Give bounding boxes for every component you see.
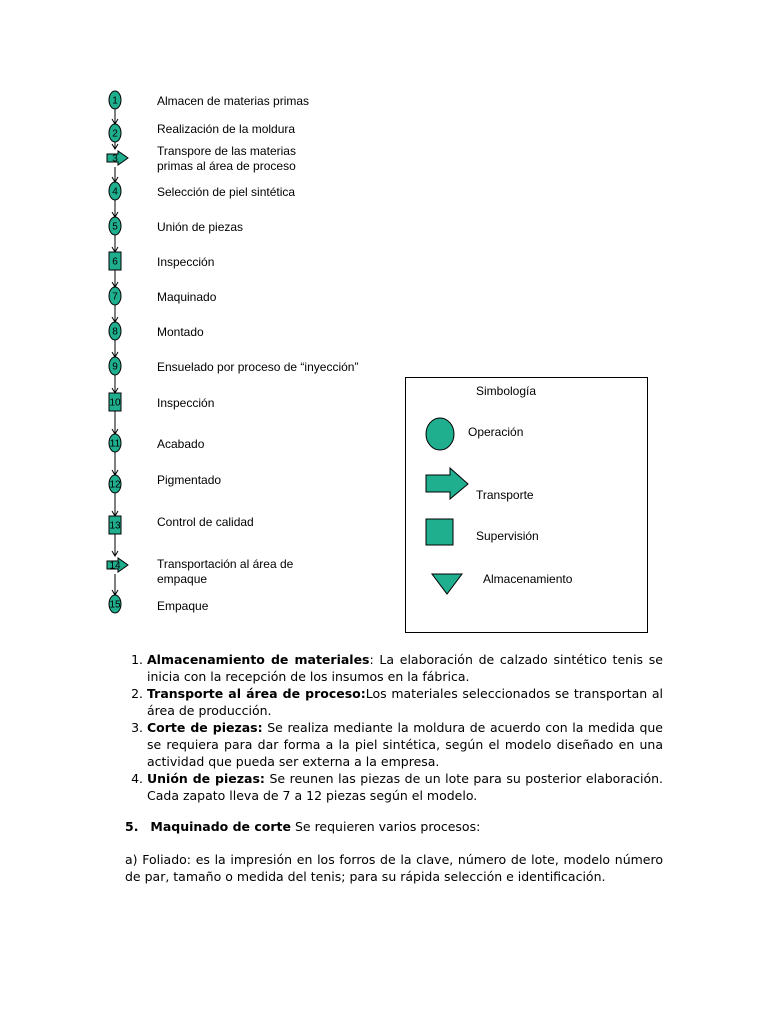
step-number: 3	[112, 153, 118, 165]
step-label: Maquinado	[157, 290, 217, 304]
legend-storage-label: Almacenamiento	[483, 572, 573, 586]
inspection-symbol-icon	[426, 519, 453, 545]
doc-item-3: 3. Corte de piezas: Se realiza mediante la moldura de acuerdo con la medida que se requiera para dar forma a la piel sintética, según el modelo diseñado en una actividad que pueda ser externa a la empresa.	[147, 719, 663, 770]
process-description	[125, 651, 663, 885]
step-label: Almacen de materias primas	[157, 94, 310, 108]
step-number: 1	[112, 95, 118, 107]
storage-symbol-icon	[432, 574, 462, 594]
step-number: 10	[109, 397, 121, 409]
legend-inspection-label: Supervisión	[476, 529, 539, 543]
step-label: Ensuelado por proceso de “inyección”	[157, 360, 359, 374]
step-label: Inspección	[157, 396, 215, 410]
doc-item-1: 1. Almacenamiento de materiales: La elaboración de calzado sintético tenis se inicia con la recepción de los insumos en la fábrica.	[147, 651, 663, 685]
step-label: Unión de piezas	[157, 220, 244, 234]
step-number: 14	[109, 560, 121, 572]
legend-transport-label: Transporte	[476, 488, 534, 502]
doc-paragraph-foliado: a) Foliado: es la impresión en los forros de la clave, número de lote, modelo número de par, tamaño o medida del tenis; para su rápida selección e identificación.	[125, 852, 663, 884]
step-label: Transportación al área de empaque	[157, 557, 294, 586]
step-label: Transpore de las materias primas al área de proceso	[157, 144, 296, 173]
step-number: 2	[112, 128, 118, 140]
legend-title: Simbología	[476, 384, 537, 398]
operation-symbol-icon	[426, 418, 454, 450]
step-label: Selección de piel sintética	[157, 185, 296, 199]
step-label: Montado	[157, 325, 204, 339]
legend-operation-label: Operación	[468, 425, 524, 439]
step-label: Empaque	[157, 599, 209, 613]
step-number: 8	[112, 326, 118, 338]
step-label: Pigmentado	[157, 473, 222, 487]
step-number: 9	[112, 361, 118, 373]
doc-item-2: 2. Transporte al área de proceso:Los materiales seleccionados se transportan al área de producción.	[147, 685, 663, 719]
doc-item-5: 5. Maquinado de corte Se requieren varios procesos:	[125, 819, 481, 834]
step-number: 7	[112, 291, 118, 303]
step-number: 11	[109, 438, 121, 450]
step-label: Acabado	[157, 437, 205, 451]
step-number: 6	[112, 256, 118, 268]
step-number: 13	[109, 520, 121, 532]
step-number: 12	[109, 479, 121, 491]
legend-box	[405, 377, 648, 633]
doc-item-4: 4. Unión de piezas: Se reunen las piezas de un lote para su posterior elaboración. Cada zapato lleva de 7 a 12 piezas según el modelo.	[147, 770, 663, 804]
step-label: Control de calidad	[157, 515, 254, 529]
step-label: Inspección	[157, 255, 215, 269]
step-number: 4	[112, 186, 118, 198]
step-number: 15	[109, 599, 121, 611]
step-number: 5	[112, 221, 118, 233]
step-label: Realización de la moldura	[157, 122, 296, 136]
transport-symbol-icon	[426, 468, 468, 499]
legend-symbols	[406, 378, 649, 634]
